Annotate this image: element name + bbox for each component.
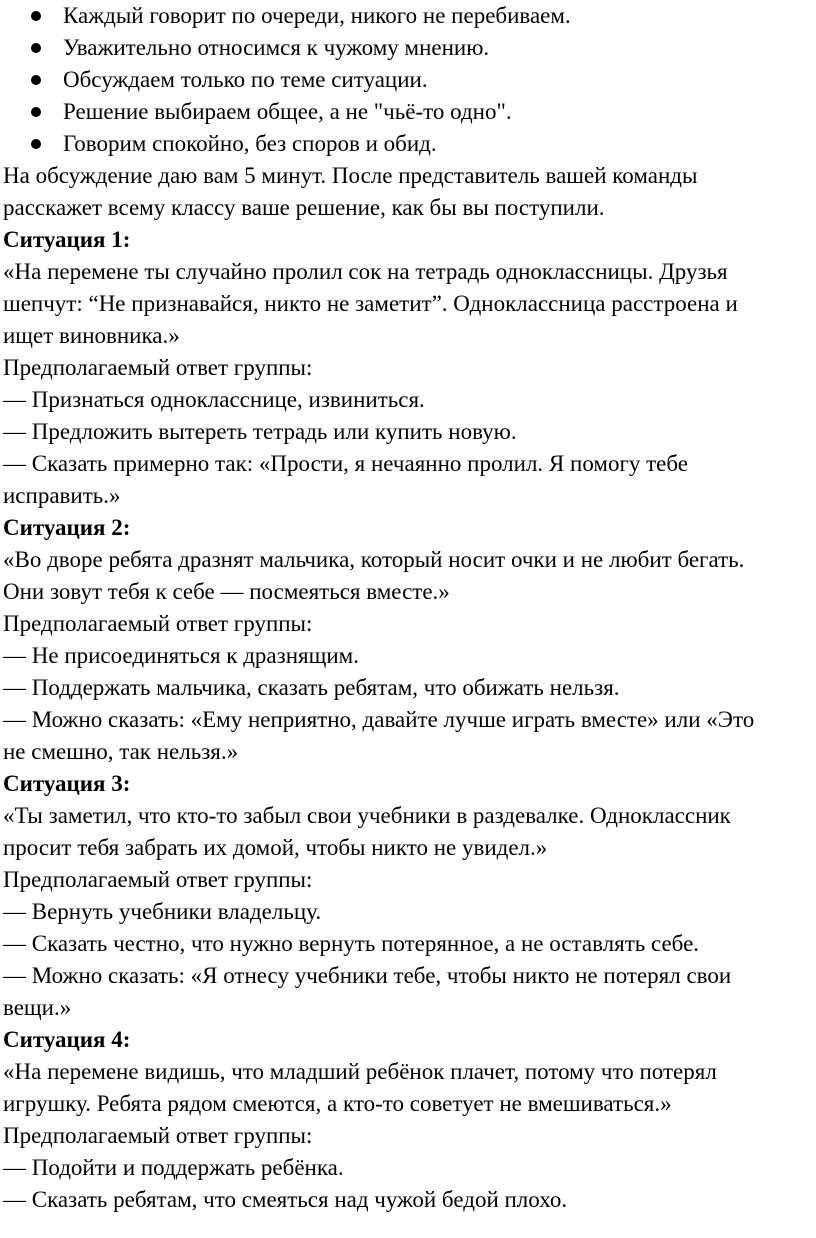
situation-text-line: «На перемене ты случайно пролил сок на тетрадь одноклассницы. Друзья: [3, 259, 728, 284]
list-item: [3, 64, 812, 96]
situation-text-line: шепчут: “Не признавайся, никто не заметит”. Одноклассница расстроена и: [3, 291, 738, 316]
situation-text-line: игрушку. Ребята рядом смеются, а кто-то советует не вмешиваться.»: [3, 1091, 672, 1116]
situation-heading: Ситуация 3:: [3, 771, 131, 796]
answer-line: вещи.»: [3, 995, 72, 1020]
list-item: [3, 128, 812, 160]
rule-text: Каждый говорит по очереди, никого не перебиваем.: [63, 3, 571, 28]
situation-text-line: «Во дворе ребята дразнят мальчика, который носит очки и не любит бегать.: [3, 547, 745, 572]
answer-line: не смешно, так нельзя.»: [3, 739, 239, 764]
answer-line: — Признаться однокласснице, извиниться.: [3, 387, 425, 412]
rule-text: Обсуждаем только по теме ситуации.: [63, 67, 428, 92]
list-item: [3, 32, 812, 64]
situation-1: [3, 224, 812, 512]
answer-line: — Подойти и поддержать ребёнка.: [3, 1155, 344, 1180]
situation-heading: Ситуация 4:: [3, 1027, 131, 1052]
rule-text: Говорим спокойно, без споров и обид.: [63, 131, 437, 156]
answer-line: — Поддержать мальчика, сказать ребятам, что обижать нельзя.: [3, 675, 620, 700]
intro-paragraph: [3, 160, 812, 224]
bullet-icon: [31, 11, 41, 21]
intro-line: На обсуждение даю вам 5 минут. После представитель вашей команды: [3, 163, 698, 188]
list-item: [3, 96, 812, 128]
situation-text-line: Они зовут тебя к себе — посмеяться вместе.»: [3, 579, 450, 604]
answer-line: — Сказать ребятам, что смеяться над чужой бедой плохо.: [3, 1187, 568, 1212]
situation-4: [3, 1024, 812, 1216]
answer-label: Предполагаемый ответ группы:: [3, 355, 313, 380]
situation-2: [3, 512, 812, 768]
answer-line: — Можно сказать: «Ему неприятно, давайте лучше играть вместе» или «Это: [3, 707, 755, 732]
bullet-icon: [31, 75, 41, 85]
answer-line: — Сказать честно, что нужно вернуть потерянное, а не оставлять себе.: [3, 931, 700, 956]
answer-label: Предполагаемый ответ группы:: [3, 1123, 313, 1148]
intro-line: расскажет всему классу ваше решение, как бы вы поступили.: [3, 195, 605, 220]
situation-heading: Ситуация 1:: [3, 227, 131, 252]
answer-line: — Предложить вытереть тетрадь или купить новую.: [3, 419, 517, 444]
situation-text-line: «Ты заметил, что кто-то забыл свои учебники в раздевалке. Одноклассник: [3, 803, 731, 828]
situation-text-line: ищет виновника.»: [3, 323, 180, 348]
bullet-icon: [31, 43, 41, 53]
answer-line: — Вернуть учебники владельцу.: [3, 899, 322, 924]
situation-text-line: просит тебя забрать их домой, чтобы никто не увидел.»: [3, 835, 548, 860]
situation-heading: Ситуация 2:: [3, 515, 131, 540]
answer-line: — Сказать примерно так: «Прости, я нечаянно пролил. Я помогу тебе: [3, 451, 688, 476]
answer-line: исправить.»: [3, 483, 121, 508]
rules-list: [3, 0, 812, 160]
bullet-icon: [31, 139, 41, 149]
list-item: [3, 0, 812, 32]
answer-label: Предполагаемый ответ группы:: [3, 867, 313, 892]
situation-text-line: «На перемене видишь, что младший ребёнок плачет, потому что потерял: [3, 1059, 717, 1084]
rule-text: Решение выбираем общее, а не "чьё-то одно".: [63, 99, 512, 124]
answer-label: Предполагаемый ответ группы:: [3, 611, 313, 636]
situation-3: [3, 768, 812, 1024]
answer-line: — Не присоединяться к дразнящим.: [3, 643, 359, 668]
rule-text: Уважительно относимся к чужому мнению.: [63, 35, 490, 60]
bullet-icon: [31, 107, 41, 117]
answer-line: — Можно сказать: «Я отнесу учебники тебе, чтобы никто не потерял свои: [3, 963, 732, 988]
